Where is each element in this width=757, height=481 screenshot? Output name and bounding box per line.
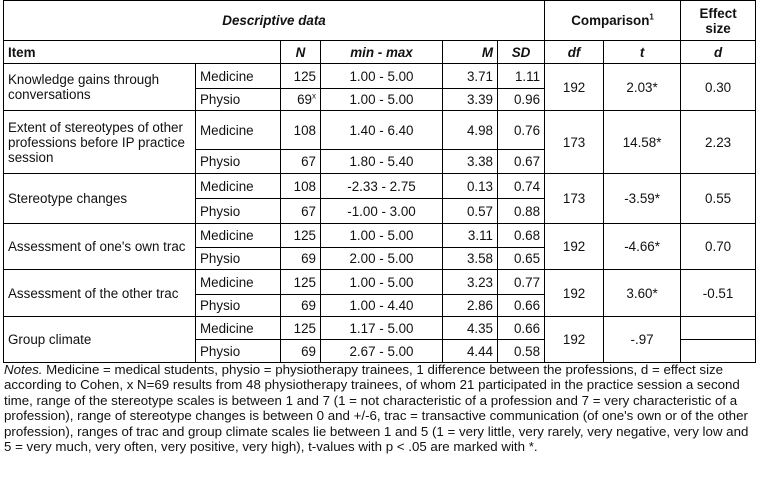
- group-cell: [196, 89, 281, 111]
- sd-cell: [498, 64, 545, 89]
- group-cell: [196, 150, 281, 174]
- n-cell-text: 67: [301, 154, 316, 169]
- sd-cell: [498, 111, 545, 150]
- range-cell: [321, 248, 443, 270]
- n-cell: [281, 340, 321, 363]
- mean-cell-text: 0.57: [466, 203, 493, 219]
- n-cell-text: 69: [297, 92, 312, 107]
- effect-size-header: [681, 1, 756, 41]
- item-cell-text: Assessment of one's own trac: [8, 239, 186, 254]
- item-cell-text: Knowledge gains through conversations: [8, 72, 160, 102]
- n-header: N: [281, 41, 321, 64]
- range-cell: [321, 224, 443, 248]
- n-cell: [281, 199, 321, 224]
- range-cell: [321, 199, 443, 224]
- sd-cell-text: 0.65: [513, 251, 541, 266]
- sd-cell: [498, 340, 545, 363]
- n-cell-text: 67: [301, 203, 316, 219]
- df-cell: [545, 174, 604, 224]
- sd-cell-text: 0.58: [513, 343, 541, 359]
- group-cell-text: Physio: [200, 343, 241, 359]
- table-row: [4, 111, 756, 150]
- t-cell: [604, 174, 681, 224]
- mean-cell: [443, 224, 498, 248]
- range-cell: [321, 111, 443, 150]
- df-cell-text: 192: [562, 79, 586, 95]
- df-cell-text: 173: [562, 134, 586, 150]
- minmax-header: min - max: [321, 41, 443, 64]
- group-cell: [196, 270, 281, 295]
- sd-cell: [498, 317, 545, 340]
- n-cell-text: 69: [301, 343, 316, 359]
- sd-cell-text: 0.68: [513, 228, 541, 243]
- sd-cell-text: 0.66: [513, 298, 541, 313]
- group-cell: [196, 295, 281, 317]
- d-cell: [681, 174, 756, 224]
- t-cell-text: -4.66*: [624, 239, 660, 254]
- group-cell-text: Physio: [200, 251, 241, 266]
- n-cell: [281, 248, 321, 270]
- range-cell-text: 1.00 - 5.00: [349, 92, 414, 107]
- n-cell: [281, 150, 321, 174]
- sd-cell: [498, 174, 545, 199]
- n-cell-text: 69: [301, 251, 316, 266]
- d-cell: [681, 270, 756, 317]
- mean-cell-text: 3.38: [466, 154, 493, 169]
- mean-cell: [443, 317, 498, 340]
- group-cell-text: Medicine: [200, 320, 254, 336]
- n-cell-text: 125: [293, 228, 316, 243]
- item-cell: [4, 224, 196, 270]
- mean-cell: [443, 174, 498, 199]
- range-cell: [321, 317, 443, 340]
- n-cell-text: 125: [293, 320, 316, 336]
- sd-cell-text: 0.67: [513, 154, 541, 169]
- d-cell-text: 0.70: [705, 239, 732, 254]
- group-cell: [196, 317, 281, 340]
- mean-cell-text: 3.58: [466, 251, 493, 266]
- df-cell: [545, 64, 604, 111]
- n-cell: [281, 295, 321, 317]
- item-cell: [4, 64, 196, 111]
- item-cell-text: Stereotype changes: [8, 191, 128, 206]
- n-cell: [281, 317, 321, 340]
- mean-cell-text: 4.98: [466, 122, 493, 138]
- range-cell: [321, 295, 443, 317]
- mean-cell-text: 3.71: [466, 68, 493, 84]
- group-cell-text: Physio: [200, 298, 241, 313]
- group-cell-text: Medicine: [200, 274, 254, 290]
- n-cell: [281, 64, 321, 89]
- item-cell-text: Extent of stereotypes of other professions before IP practice session: [8, 119, 185, 165]
- group-cell: [196, 199, 281, 224]
- range-cell-text: 1.17 - 5.00: [349, 320, 414, 336]
- df-cell: [545, 224, 604, 270]
- t-cell-text: 14.58*: [622, 134, 662, 150]
- group-cell: [196, 111, 281, 150]
- header-row-columns: [4, 41, 756, 64]
- sd-cell: [498, 89, 545, 111]
- d-cell-text: 0.30: [705, 79, 732, 95]
- range-cell-text: 2.00 - 5.00: [349, 251, 414, 266]
- item-header: Item: [4, 41, 281, 64]
- mean-cell: [443, 150, 498, 174]
- item-cell: [4, 111, 196, 174]
- n-cell-text: 125: [293, 68, 316, 84]
- item-cell: [4, 174, 196, 224]
- mean-cell-text: 4.35: [466, 320, 493, 336]
- range-cell-text: 1.00 - 5.00: [349, 228, 414, 243]
- t-cell-text: 2.03*: [626, 79, 658, 95]
- range-cell-text: 1.00 - 4.40: [349, 298, 414, 313]
- range-cell-text: -2.33 - 2.75: [347, 178, 416, 194]
- mean-cell: [443, 89, 498, 111]
- comparison-header: [545, 1, 681, 41]
- mean-cell: [443, 295, 498, 317]
- n-cell: [281, 270, 321, 295]
- group-cell-text: Medicine: [200, 178, 254, 194]
- d-cell-empty: [681, 340, 756, 363]
- sd-cell: [498, 199, 545, 224]
- item-cell-text: Group climate: [8, 332, 92, 347]
- t-cell-text: 3.60*: [626, 285, 658, 301]
- mean-cell: [443, 248, 498, 270]
- group-cell: [196, 248, 281, 270]
- group-cell-text: Medicine: [200, 122, 254, 138]
- d-cell: [681, 111, 756, 174]
- mean-cell: [443, 340, 498, 363]
- t-cell: [604, 317, 681, 363]
- mean-cell-text: 3.11: [467, 228, 493, 243]
- d-cell-text: 0.55: [705, 191, 732, 206]
- sd-cell-text: 0.96: [513, 92, 541, 107]
- group-cell: [196, 340, 281, 363]
- n-cell: [281, 111, 321, 150]
- range-cell-text: 1.80 - 5.40: [349, 154, 414, 169]
- table-row: [4, 64, 756, 89]
- df-cell-text: 192: [562, 285, 586, 301]
- t-cell: [604, 111, 681, 174]
- notes-label: Notes.: [4, 362, 43, 377]
- sd-cell: [498, 224, 545, 248]
- d-header: d: [681, 41, 756, 64]
- d-cell: [681, 64, 756, 111]
- range-cell: [321, 174, 443, 199]
- effect-size-label-line1: Effect: [699, 5, 737, 21]
- group-cell-text: Physio: [200, 92, 241, 107]
- descriptive-data-header: [4, 1, 545, 41]
- mean-cell: [443, 270, 498, 295]
- item-cell: [4, 270, 196, 317]
- d-cell-text: 2.23: [705, 134, 732, 150]
- range-cell: [321, 64, 443, 89]
- table-notes: [4, 362, 752, 454]
- sd-cell-text: 0.77: [513, 274, 541, 290]
- df-cell: [545, 270, 604, 317]
- sd-cell-text: 0.66: [513, 320, 541, 336]
- t-cell: [604, 270, 681, 317]
- group-cell: [196, 224, 281, 248]
- n-cell-text: 125: [293, 274, 316, 290]
- group-cell-text: Physio: [200, 203, 241, 219]
- n-cell-text: 108: [293, 178, 316, 194]
- group-cell-text: Physio: [200, 154, 241, 169]
- sd-cell-text: 0.74: [513, 178, 541, 194]
- range-cell-text: -1.00 - 3.00: [347, 203, 416, 219]
- df-header: df: [545, 41, 604, 64]
- n-cell: [281, 224, 321, 248]
- table-row: [4, 224, 756, 248]
- sd-cell: [498, 270, 545, 295]
- group-cell: [196, 64, 281, 89]
- range-cell: [321, 150, 443, 174]
- table-row: [4, 174, 756, 199]
- range-cell-text: 1.00 - 5.00: [349, 274, 414, 290]
- mean-cell: [443, 111, 498, 150]
- range-cell: [321, 89, 443, 111]
- results-table: [3, 0, 756, 363]
- t-cell: [604, 64, 681, 111]
- d-cell-text: -0.51: [702, 285, 734, 301]
- table-row: [4, 270, 756, 295]
- sd-cell: [498, 295, 545, 317]
- descriptive-data-label: Descriptive data: [222, 13, 326, 28]
- mean-cell-text: 3.23: [466, 274, 493, 290]
- item-cell: [4, 317, 196, 363]
- table-body: [4, 64, 756, 363]
- n-cell: [281, 174, 321, 199]
- t-cell: [604, 224, 681, 270]
- df-cell-text: 192: [562, 239, 586, 254]
- group-cell-text: Medicine: [200, 228, 254, 243]
- range-cell: [321, 340, 443, 363]
- t-cell-text: -3.59*: [624, 191, 660, 206]
- t-header: t: [604, 41, 681, 64]
- group-cell: [196, 174, 281, 199]
- d-cell: [681, 317, 756, 340]
- header-row-top: [4, 1, 756, 41]
- mean-cell-text: 4.44: [466, 343, 493, 359]
- mean-header: M: [443, 41, 498, 64]
- comparison-label: Comparison: [571, 13, 650, 28]
- df-cell-text: 173: [562, 191, 586, 206]
- effect-size-label-line2: size: [705, 20, 731, 36]
- comparison-footnote-mark: 1: [649, 12, 654, 22]
- item-cell-text: Assessment of the other trac: [8, 285, 179, 301]
- table-row: [4, 317, 756, 340]
- mean-cell: [443, 64, 498, 89]
- n-cell: [281, 89, 321, 111]
- group-cell-text: Medicine: [200, 68, 254, 84]
- sd-cell-text: 0.88: [513, 203, 541, 219]
- notes-text: Medicine = medical students, physio = physiotherapy trainees, 1 difference between the professions, d = effect size according to Cohen, x N=69 results from 48 physiotherapy trainees, of whom 21 participated in the practice session a second time, range of the stereotype scales is between 1 and 7 (1 = not characteristic of a profession and 7 = very characteristic of a profession), range of stereotype changes is between 0 and +/-6, trac = transactive communication (of one's own or of the other profession), ranges of trac and group climate scales lie between 1 and 5 (1 = very little, very rarely, very negative, very low and 5 = very much, very often, very positive, very high), t-values with p < .05 are marked with *.: [4, 362, 749, 455]
- df-cell: [545, 317, 604, 363]
- range-cell: [321, 270, 443, 295]
- mean-cell: [443, 199, 498, 224]
- mean-cell-text: 0.13: [466, 178, 493, 194]
- mean-cell-text: 2.86: [466, 298, 493, 313]
- sd-cell: [498, 248, 545, 270]
- df-cell-text: 192: [562, 332, 586, 347]
- sd-header: SD: [498, 41, 545, 64]
- n-cell-text: 69: [301, 298, 316, 313]
- n-cell-text: 108: [293, 122, 316, 138]
- range-cell-text: 1.00 - 5.00: [349, 68, 414, 84]
- n-footnote-mark: x: [312, 91, 316, 101]
- df-cell: [545, 111, 604, 174]
- sd-cell-text: 0.76: [513, 122, 541, 138]
- d-cell: [681, 224, 756, 270]
- sd-cell: [498, 150, 545, 174]
- mean-cell-text: 3.39: [466, 92, 493, 107]
- range-cell-text: 2.67 - 5.00: [349, 343, 414, 359]
- sd-cell-text: 1.11: [514, 68, 541, 84]
- t-cell-text: -.97: [630, 332, 654, 347]
- range-cell-text: 1.40 - 6.40: [349, 122, 414, 138]
